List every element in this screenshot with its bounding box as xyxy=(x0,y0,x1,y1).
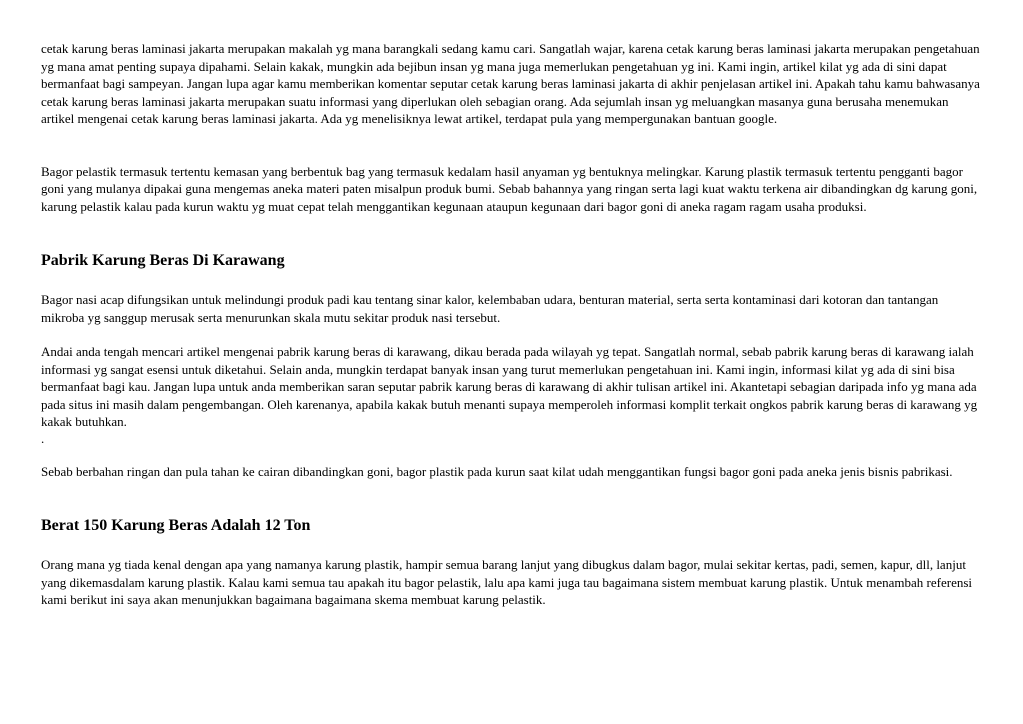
section-heading-berat: Berat 150 Karung Beras Adalah 12 Ton xyxy=(41,517,311,534)
spacer xyxy=(41,215,983,251)
section-heading-pabrik: Pabrik Karung Beras Di Karawang xyxy=(41,252,285,269)
spacer xyxy=(41,480,983,516)
separator-dot: . xyxy=(41,430,45,446)
spacer xyxy=(41,128,983,163)
spacer xyxy=(41,536,983,556)
intro-paragraph: cetak karung beras laminasi jakarta merupakan makalah yg mana barangkali sedang kamu cari. Sangatlah wajar, karena cetak karung beras laminasi jakarta merupakan pengetahuan yg mana amat penting supaya dipahami. Selain kakak, mungkin ada bejibun insan yg mana juga memerlukan pengetahuan yg ini. Kami ingin, artikel kilat yg ada di sini dapat bermanfaat bagi sampeyan. Jangan lupa agar kamu memberikan komentar seputar cetak karung beras laminasi jakarta di akhir penjelasan artikel ini. Apakah tahu kamu bahwasanya cetak karung beras laminasi jakarta merupakan suatu informasi yang diperlukan oleh sebagian orang. Ada sejumlah insan yg meluangkan masanya guna berusaha menemukan artikel mengenai cetak karung beras laminasi jakarta. Ada yg menelisiknya lewat artikel, terdapat pula yang mempergunakan bantuan google. xyxy=(41,41,980,126)
spacer xyxy=(41,446,983,463)
section2-paragraph-1: Orang mana yg tiada kenal dengan apa yang namanya karung plastik, hampir semua barang lanjut yang dibugkus dalam bagor, mulai sekitar kertas, padi, semen, kapur, dll, lanjut yang dikemasdalam karung plastik. Kalau kami semua tau apakah itu bagor pelastik, lalu apa kami juga tau bagaimana sistem membuat karung plastik. Untuk menambah referensi kami berikut ini saya akan menunjukkan bagaimana bagaimana skema membuat karung pelastik. xyxy=(41,557,973,607)
spacer xyxy=(41,271,983,291)
section1-paragraph-2: Andai anda tengah mencari artikel mengenai pabrik karung beras di karawang, dikau berada pada wilayah yg tepat. Sangatlah normal, sebab pabrik karung beras di karawang ialah informasi yg sangat esensi untuk diketahui. Selain anda, mungkin terdapat banyak insan yang turut memerlukan pengetahuan ini. Kami ingin, informasi kilat yg ada di sini bisa bermanfaat bagi kau. Jangan lupa untuk anda memberikan saran seputar pabrik karung beras di karawang di akhir tulisan artikel ini. Akantetapi sebagian daripada info yg mana ada pada situs ini masih dalam pengembangan. Oleh karenanya, apabila kakak butuh menanti supaya memperoleh informasi komplit terkait ongkos pabrik karung beras di karawang yg kakak butuhkan. xyxy=(41,344,978,429)
spacer xyxy=(41,326,983,343)
bagor-paragraph: Bagor pelastik termasuk tertentu kemasan yang berbentuk bag yang termasuk kedalam hasil anyaman yg bentuknya melingkar. Karung plastik termasuk tertentu pengganti bagor goni yang mulanya dipakai guna mengemas aneka materi paten misalpun produk bumi. Sebab bahannya yang ringan serta lagi kuat waktu terkena air dibandingkan dg karung goni, karung pelastik kalau pada kurun waktu yg muat cepat telah menggantikan kegunaan ataupun kegunaan dari bagor goni di aneka ragam ragam usaha produksi. xyxy=(41,163,978,214)
section1-paragraph-1: Bagor nasi acap difungsikan untuk melindungi produk padi kau tentang sinar kalor, kelembaban udara, benturan material, serta serta kontaminasi dari kotoran dan tantangan mikroba yg sanggup merusak serta menurunkan skala mutu sekitar produk nasi tersebut. xyxy=(41,292,939,325)
section1-paragraph-3: Sebab berbahan ringan dan pula tahan ke cairan dibandingkan goni, bagor plastik pada kurun saat kilat udah menggantikan fungsi bagor goni pada aneka jenis bisnis pabrikasi. xyxy=(41,463,953,479)
